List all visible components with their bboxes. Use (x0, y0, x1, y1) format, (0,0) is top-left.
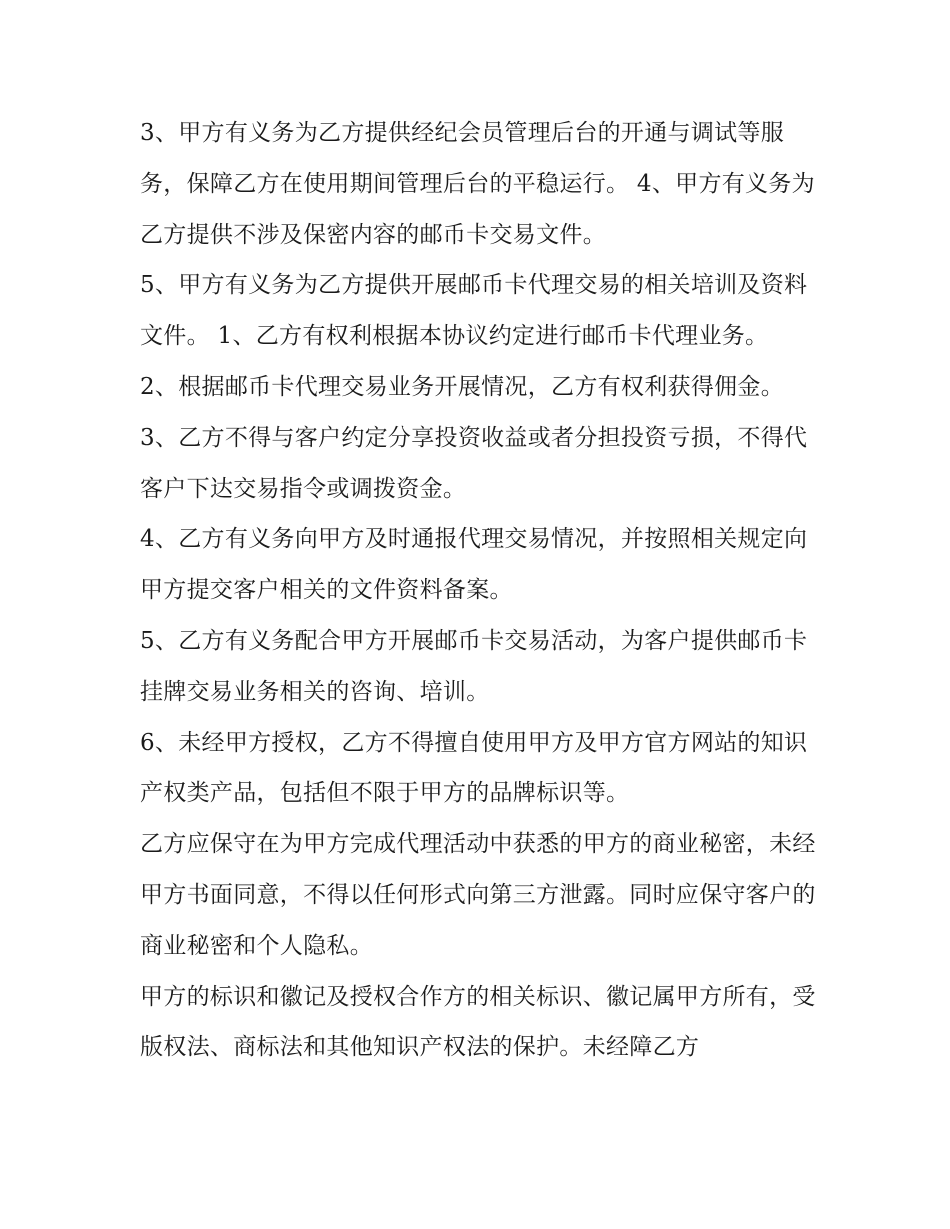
paragraph-4: 4、乙方有义务向甲方及时通报代理交易情况，并按照相关规定向甲方提交客户相关的文件资料备案。 (140, 526, 808, 604)
paragraph-2: 5、甲方有义务为乙方提供开展邮币卡代理交易的相关培训及资料文件。 1、乙方有权利根据本协议约定进行邮币卡代理业务。 (140, 272, 808, 350)
paragraph-8: 甲方的标识和徽记及授权合作方的相关标识、徽记属甲方所有，受版权法、商标法和其他知识产权法的保护。未经障乙方 (140, 983, 816, 1061)
paragraph-7: 乙方应保守在为甲方完成代理活动中获悉的甲方的商业秘密，未经甲方书面同意，不得以任何形式向第三方泄露。同时应保守客户的商业秘密和个人隐私。 (140, 831, 816, 959)
paragraph-6: 6、未经甲方授权，乙方不得擅自使用甲方及甲方官方网站的知识产权类产品，包括但不限于甲方的品牌标识等。 (140, 729, 808, 807)
document-body (140, 108, 820, 1073)
paragraph-5: 5、乙方有义务配合甲方开展邮币卡交易活动，为客户提供邮币卡挂牌交易业务相关的咨询、培训。 (140, 627, 808, 705)
paragraph-1: 3、甲方有义务为乙方提供经纪会员管理后台的开通与调试等服务，保障乙方在使用期间管理后台的平稳运行。 4、甲方有义务为乙方提供不涉及保密内容的邮币卡交易文件。 (140, 120, 815, 248)
paragraph-3: 2、根据邮币卡代理交易业务开展情况，乙方有权利获得佣金。 3、乙方不得与客户约定分享投资收益或者分担投资亏损，不得代客户下达交易指令或调拨资金。 (140, 373, 808, 502)
